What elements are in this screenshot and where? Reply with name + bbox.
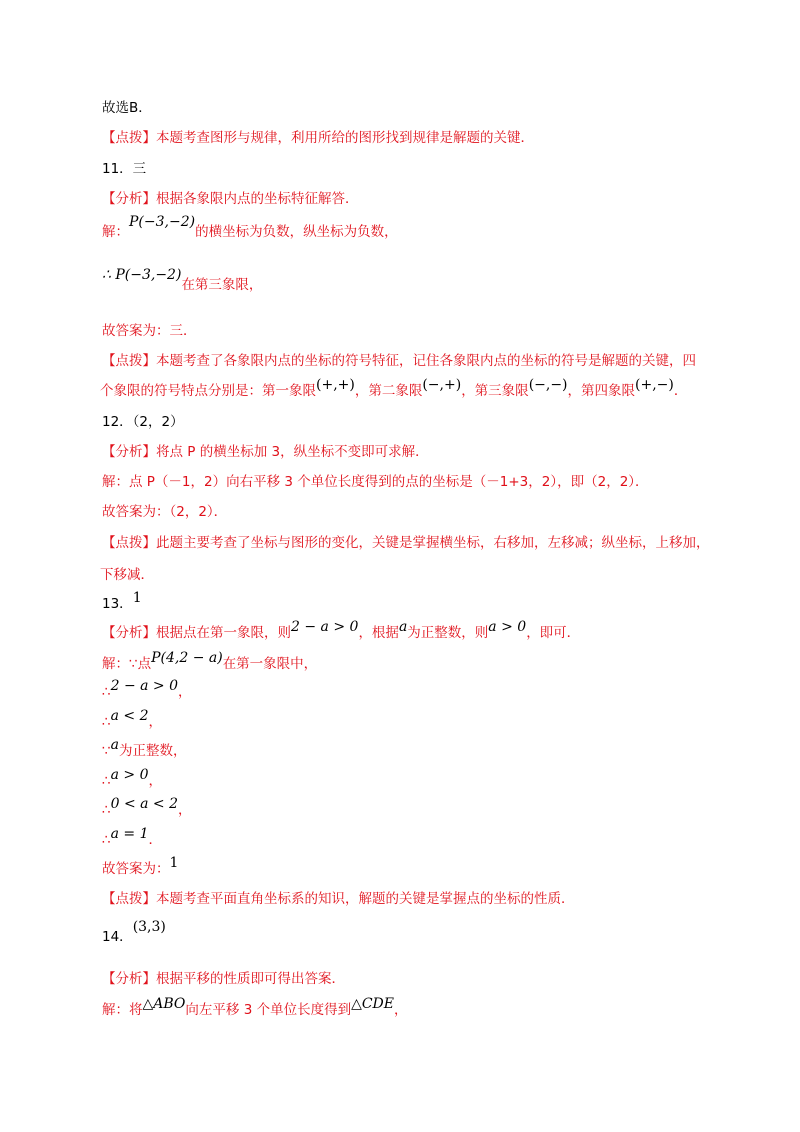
text-line [100,377,688,401]
text: ． [673,383,688,399]
question-number [102,590,142,614]
label-tip: 【点拨】 [102,535,156,551]
text: ，第三象限 [461,383,529,399]
text: 根据平移的性质即可得出答案． [156,971,345,987]
math-expression: (−,−) [528,377,568,393]
text: 将点 P 的横坐标加 3，纵坐标不变即可求解． [156,444,429,460]
text-line [102,826,162,850]
text: ，即可． [526,625,581,641]
math-expression: a [110,737,119,753]
math-expression: 2 − a > 0 [291,619,359,635]
therefore-symbol: ∴ [102,773,111,789]
therefore-symbol: ∴ [102,714,111,730]
text-line [102,128,534,148]
text: 下移减． [100,567,154,583]
text: ， [394,1002,408,1018]
text-line [102,442,429,462]
text: 为正整数， [118,743,187,759]
label-tip: 【点拨】 [102,130,156,146]
text: 本题考查平面直角坐标系的知识，解题的关键是掌握点的坐标的性质． [156,891,575,907]
math-expression: a [398,619,408,635]
label-analysis: 【分析】 [102,625,156,641]
math-expression: ∴ P(−3,−2) [102,267,182,283]
text: ，根据 [358,625,399,641]
text: 在第一象限中， [222,656,318,672]
text: 根据各象限内点的坐标特征解答． [156,191,359,207]
therefore-symbol: ∴ [102,802,111,818]
text-line [102,533,710,553]
math-expression: a = 1 [110,826,149,842]
text: ， [148,773,162,789]
text-line [102,737,187,761]
text-line [102,678,192,702]
text-line [102,969,345,989]
text: 13． [102,596,133,612]
math-expression: 1 [169,855,179,871]
text: ，第二象限 [354,383,423,399]
math-expression: a > 0 [110,767,149,783]
math-expression: 1 [132,590,142,606]
math-expression: △CDE [351,996,395,1012]
label-analysis: 【分析】 [102,191,156,207]
text: 解：点 P（－1，2）向右平移 3 个单位长度得到的点的坐标是（－1+3，2），即（2，2）． [102,474,649,490]
text: 12．（2，2） [102,414,184,430]
text-line [102,650,318,674]
text-line [102,796,192,820]
text-line [102,214,398,242]
text-line [102,996,408,1020]
text-line [102,98,152,118]
text-line [102,472,649,492]
therefore-symbol: ∴ [102,832,111,848]
therefore-symbol: ∴ [102,684,111,700]
text-line [102,708,162,732]
text-line [102,351,696,371]
math-expression: a > 0 [488,619,527,635]
math-expression: a < 2 [110,708,149,724]
question-number [102,412,184,432]
math-expression: (3,3) [132,919,166,935]
because-symbol: ∵ [102,743,111,759]
text: 解： [102,224,129,240]
math-expression: P(4,2 − a) [151,650,223,666]
text-line [102,267,263,295]
math-expression: 2 − a > 0 [110,678,179,694]
text: 本题考查图形与规律，利用所给的图形找到规律是解题的关键． [156,130,534,146]
text: 解：∵点 [102,656,152,672]
text: 故答案为：（2，2）． [102,504,228,520]
text-line [102,889,575,909]
text: 解：将 [102,1002,143,1018]
question-number [102,159,146,179]
text: ，第四象限 [567,383,636,399]
question-number [102,919,166,947]
text: ， [178,802,192,818]
text-line [102,767,162,791]
text: 在第三象限， [181,277,263,293]
text: 为正整数，则 [407,625,489,641]
math-expression: 0 < a < 2 [110,796,179,812]
text: ， [178,684,192,700]
text-line [100,565,154,585]
label-analysis: 【分析】 [102,444,156,460]
math-expression: P(−3,−2) [129,214,196,230]
math-expression: (+,−) [635,377,674,393]
math-expression: △ABO [142,996,186,1012]
text: 此题主要考查了坐标与图形的变化，关键是掌握横坐标，右移加，左移减；纵坐标，上移加， [156,535,710,551]
text: 的横坐标为负数，纵坐标为负数， [195,224,398,240]
text: 故选B． [102,100,152,116]
text: 14． [102,929,133,945]
label-analysis: 【分析】 [102,971,156,987]
label-tip: 【点拨】 [102,891,156,907]
text: 个象限的符号特点分别是：第一象限 [100,383,316,399]
text-line [102,189,359,209]
text: ． [148,832,162,848]
text: 故答案为：三． [102,323,197,339]
math-expression: (+,+) [316,377,355,393]
text: 本题考查了各象限内点的坐标的符号特征，记住各象限内点的坐标的符号是解题的关键，四 [156,353,696,369]
math-expression: (−,+) [422,377,462,393]
text: 11．三 [102,161,147,177]
text-line [102,321,197,341]
text-line [102,502,227,522]
label-tip: 【点拨】 [102,353,156,369]
text: 向左平移 3 个单位长度得到 [185,1002,352,1018]
text: 根据点在第一象限，则 [156,625,291,641]
text-line [102,855,179,879]
text: ， [148,714,162,730]
text-line [102,619,581,643]
text: 故答案为： [102,861,170,877]
